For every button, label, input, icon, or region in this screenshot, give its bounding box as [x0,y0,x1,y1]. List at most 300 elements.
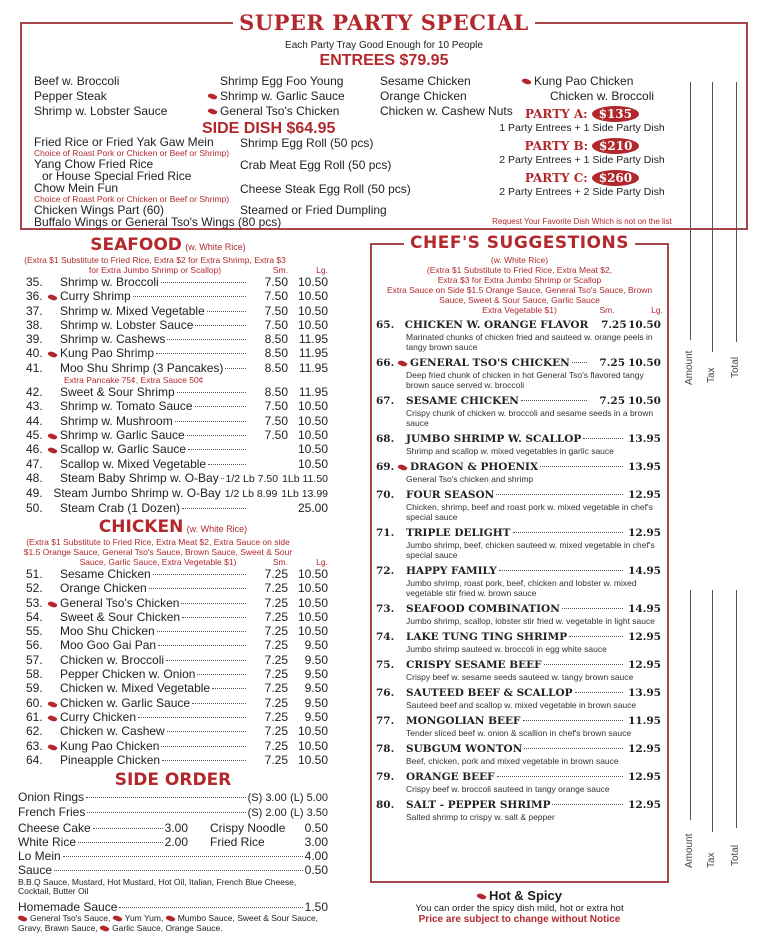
price-large: 1Lb 13.99 [281,488,328,501]
dot-leader [540,466,623,467]
item-number: 78. [376,743,395,755]
menu-item [22,724,328,738]
price-large: 10.50 [628,395,661,407]
item-name: SESAME CHICKEN [406,395,519,407]
price-large: 10.50 [297,752,328,767]
menu-item [22,710,328,724]
price-large: 10.50 [297,303,328,318]
menu-item [22,667,328,681]
item-name: Pepper Chicken w. Onion [60,667,196,682]
party-special-box [20,10,748,230]
item-description: Crispy beef w. sesame seeds sauteed w. tangy brown sauce [406,672,634,682]
menu-item [22,624,328,638]
menu-item [22,653,328,667]
chef-item-header [376,488,661,502]
item-name: SUBGUM WONTON [406,743,523,755]
dot-leader [524,748,623,749]
amount-line [690,590,691,820]
tax-line [712,82,713,352]
dot-leader [181,603,246,604]
entree-name: Pepper Steak [34,89,107,103]
side-order-section [18,770,328,933]
seafood-title: SEAFOOD [90,235,182,255]
price-large: 10.50 [297,456,328,471]
menu-item [22,304,328,318]
price-large: 11.95 [298,385,328,400]
item-number: 45. [26,427,43,442]
dot-leader [187,435,246,436]
item-description: Jumbo shrimp, scallop, lobster stir fried w. vegetable in light sauce [406,616,655,626]
item-name: SEAFOOD COMBINATION [406,603,560,615]
price-large: 9.50 [304,667,328,682]
chef-item-header [376,742,661,756]
item-number: 50. [26,501,43,516]
entree-name: Chicken w. Broccoli [550,89,655,103]
item-name: SALT - PEPPER SHRIMP [406,799,551,811]
party-deals [477,106,687,202]
dot-leader [569,636,623,637]
price: 0.50 [304,820,328,835]
chef-item-header [376,318,661,332]
party-title: SUPER PARTY SPECIAL [233,10,535,35]
item-name: GENERAL TSO'S CHICKEN [410,357,570,369]
price-large: 12.95 [628,743,661,755]
party-deal-header [477,170,687,186]
item-name: General Tso's Chicken [60,595,180,610]
chicken-note: (Extra $1 Substitute to Fried Rice, Extra Meat $2, Extra Sauce on side $1.5 Orange Sauce, General Tso's Sauce, Brown Sauce, Sweet & Sour Sauce, Garlic Sauce, Extra Vegetable $1) [23,537,293,567]
item-description: Salted shrimp to crispy w. salt & pepper [406,812,555,822]
order-note: You can order the spicy dish mild, hot or extra hot [415,903,624,914]
item-number: 49. [26,486,43,501]
tax-line [712,590,713,832]
item-name: Shrimp w. Mixed Vegetable [60,303,205,318]
price-small: 7.50 [264,303,288,318]
party-deal [477,106,687,134]
dot-leader [544,664,623,665]
menu-item [22,610,328,624]
note-line: Extra Sauce on Side $1.5 Orange Sauce, General Tso's Sauce, Brown [386,285,653,295]
menu-item [22,471,328,486]
item-number: 39. [26,332,43,347]
dot-leader [523,720,623,721]
dot-leader [157,631,246,632]
item-name: Cheese Cake [18,820,91,835]
price-small: 7.25 [264,638,288,653]
menu-item [22,638,328,652]
side-item: or House Special Fried Rice [42,169,192,183]
entrees-title: ENTREES $79.95 [319,52,449,69]
price: 0.50 [304,863,328,878]
dot-leader [225,368,246,369]
request-note: Request Your Favorite Dish Which is not on the list [492,217,672,226]
item-name: Steam Jumbo Shrimp w. O-Bay [53,486,221,501]
chef-item [376,318,661,352]
chef-item [376,602,661,626]
dot-leader [513,532,624,533]
menu-item [22,457,328,471]
item-name: Homemade Sauce [18,899,118,914]
price-large: 10.50 [297,567,328,581]
chef-item-header [376,460,661,474]
item-number: 43. [26,399,43,414]
lg-header: Lg. [651,305,663,315]
chef-item [376,770,661,794]
item-number: 60. [26,695,43,710]
item-number: 79. [376,771,395,783]
item-name: Kung Pao Chicken [60,738,160,753]
chef-item-header [376,356,661,370]
menu-item [22,346,328,360]
amount-label: Amount [684,833,695,868]
price-small: 7.25 [264,709,288,724]
menu-item [22,486,328,501]
dot-leader [195,325,246,326]
item-name: Orange Chicken [60,581,147,596]
item-name: HAPPY FAMILY [406,565,497,577]
entree-item [220,74,343,89]
item-name: Moo Shu Shrimp (3 Pancakes) [60,360,224,375]
sm-header: Sm. [599,305,615,315]
item-name: Chicken w. Mixed Vegetable [60,681,211,696]
price-large: 10.50 [297,442,328,457]
item-number: 36. [26,289,43,304]
chili-icon [207,92,217,101]
item-name: SAUTEED BEEF & SCALLOP [406,687,573,699]
chef-item [376,742,661,766]
item-number: 73. [376,603,395,615]
item-name: Sweet & Sour Shrimp [60,385,175,400]
price-small: 7.25 [599,395,625,407]
item-number: 80. [376,799,395,811]
party-desc: 1 Party Entrees + 1 Side Party Dish [499,122,665,134]
seafood-section [22,235,328,516]
menu-item [22,753,328,767]
total-line [736,590,737,828]
item-name: Chicken w. Garlic Sauce [60,695,191,710]
item-number: 63. [26,738,43,753]
item-number: 68. [376,433,395,445]
price-large: 9.50 [304,681,328,696]
price-large: 10.50 [297,413,328,428]
item-name: Scallop w. Garlic Sauce [60,442,187,457]
dot-leader [496,494,623,495]
menu-item [22,332,328,346]
item-number: 64. [26,752,43,767]
dot-leader [149,588,246,589]
price: 3.00 [164,820,188,835]
price-small: 8.50 [264,346,288,361]
side-item: Chicken Wings Part (60) [34,203,165,217]
item-number: 65. [376,319,395,331]
item-name: Moo Shu Chicken [60,624,155,639]
price-large: 10.50 [628,357,661,369]
price-large: 14.95 [628,603,661,615]
entree-name: Shrimp w. Garlic Sauce [220,89,345,103]
chef-title: CHEF'S SUGGESTIONS [404,233,635,253]
menu-item [22,596,328,610]
total-label: Total [730,844,741,866]
sauce-name: General Tso's Sauce, [30,913,111,924]
side-item: Chow Mein Fun [34,181,119,195]
price-small: 7.25 [601,319,627,331]
price-large: (L) 5.00 [290,792,328,804]
entree-item [380,74,471,89]
chef-item [376,564,661,598]
price-small: 7.25 [264,695,288,710]
entree-name: General Tso's Chicken [220,104,340,118]
price: 2.00 [164,834,188,849]
item-name: TRIPLE DELIGHT [406,527,511,539]
item-name: Moo Goo Gai Pan [60,638,157,653]
price-small: 7.25 [599,357,625,369]
dot-leader [158,645,246,646]
item-name: ORANGE BEEF [406,771,495,783]
item-number: 38. [26,317,43,332]
price-small: 7.50 [264,289,288,304]
item-description: Sauteed beef and scallop w. mixed vegetable in brown sauce [406,700,637,710]
chef-item-header [376,630,661,644]
lg-header: Lg. [316,557,328,567]
chef-item-header [376,714,661,728]
seafood-note: (Extra $1 Substitute to Fried Rice, Extra $2 for Extra Shrimp, Extra $3 for Extra Jumbo Shrimp or Scallop) [24,255,286,275]
dot-leader [499,570,623,571]
chef-item [376,526,661,560]
item-name: Chicken w. Cashew [60,724,165,739]
item-description: General Tso's chicken and shrimp [406,474,534,484]
menu-item [22,681,328,695]
price-small: 7.25 [264,624,288,639]
dot-leader [175,421,246,422]
chef-item-header [376,564,661,578]
menu-item [22,385,328,399]
dot-leader [192,703,246,704]
menu-item [22,318,328,332]
price: 1.50 [304,899,328,914]
dot-leader [166,660,246,661]
side-order-title: SIDE ORDER [114,770,232,790]
menu-item [22,739,328,753]
seafood-sub: (w. White Rice) [185,242,246,252]
price-large: 13.95 [628,461,661,473]
dot-leader [162,760,246,761]
party-deal [477,138,687,166]
item-name: Sauce [18,863,53,878]
item-name: Shrimp w. Tomato Sauce [60,399,193,414]
item-number: 77. [376,715,395,727]
item-name: Shrimp w. Mushroom [60,413,173,428]
price-large: 10.50 [297,427,328,442]
tax-label: Tax [706,367,717,383]
entree-item [380,89,467,104]
entree-name: Beef w. Broccoli [34,74,120,88]
item-name: Fried Rice [210,834,265,849]
menu-item [22,428,328,442]
price-large: 10.50 [297,581,328,596]
menu-item [22,399,328,413]
chicken-section [18,517,328,767]
item-name: Pineapple Chicken [60,752,161,767]
item-name: LAKE TUNG TING SHRIMP [406,631,568,643]
chef-item-header [376,526,661,540]
note-line: Sauce, Sweet & Sour Sauce, Garlic Sauce [439,295,600,305]
item-name: Curry Chicken [60,709,137,724]
side-item: Shrimp Egg Roll (50 pcs) [240,136,374,150]
item-number: 69. [376,461,395,473]
item-number: 75. [376,659,395,671]
dot-leader [197,674,246,675]
menu-item [22,275,328,289]
entree-item [34,104,167,119]
price: 3.00 [304,834,328,849]
price-large: 9.50 [304,652,328,667]
item-name: Onion Rings [18,790,85,804]
price-large: 10.50 [297,609,328,624]
chef-item [376,394,661,428]
chef-sub: (w. White Rice) [490,255,549,265]
dot-leader [208,464,246,465]
side-item: Crab Meat Egg Roll (50 pcs) [240,158,392,172]
item-name: Shrimp w. Cashews [60,332,166,347]
price-small: 8.50 [264,332,288,347]
item-name: JUMBO SHRIMP W. SCALLOP [406,433,582,445]
price-large: 10.50 [297,595,328,610]
party-subtitle: Each Party Tray Good Enough for 10 People [285,40,483,51]
dot-leader [572,362,587,363]
item-number: 67. [376,395,395,407]
price-large: 11.95 [298,346,328,361]
item-number: 47. [26,456,43,471]
entree-item [34,89,107,104]
price-small: 7.25 [264,567,288,581]
item-number: 61. [26,709,43,724]
price-small: (S) 3.00 [247,792,287,804]
price-large: 11.95 [298,332,328,347]
item-name: Scallop w. Mixed Vegetable [60,456,207,471]
price-large: 10.50 [628,319,661,331]
item-number: 57. [26,652,43,667]
dot-leader [521,400,587,401]
price-small: 7.25 [264,595,288,610]
sauce-desc: B.B.Q Sauce, Mustard, Hot Mustard, Hot Oil, Italian, French Blue Cheese, Cocktail, Butter Oil [18,876,297,897]
price-large: 1Lb 11.50 [282,472,328,485]
item-name: Sweet & Sour Chicken [60,609,181,624]
hot-spicy-label: Hot & Spicy [489,888,562,903]
sauce-name: Mumbo Sauce, Sweet & Sour Sauce, Gravy, Brawn Sauce, [18,913,319,933]
price-large: 13.95 [628,433,661,445]
price-small: 1/2 Lb 8.99 [224,488,278,501]
item-name: CRISPY SESAME BEEF [406,659,542,671]
item-number: 53. [26,595,43,610]
item-note: Extra Pancake 75¢, Extra Sauce 50¢ [64,375,204,386]
entree-item [208,104,339,119]
entree-name: Chicken w. Cashew Nuts [380,104,513,118]
price-small: 1/2 Lb 7.50 [225,472,279,485]
item-description: Jumbo shrimp, beef, chicken sauteed w. mixed vegetable in chef's special sauce [406,540,655,560]
price-small: 8.50 [264,360,288,375]
item-description: Deep fried chunk of chicken in hot General Tso's flavored tangy brown sauce served w. broccoli [406,370,644,390]
note-line: Extra $3 for Extra Jumbo Shrimp or Scallop [437,275,602,285]
item-name: Lo Mein [18,849,61,864]
entree-name: Orange Chicken [380,89,467,103]
price-small: 7.25 [264,581,288,596]
item-number: 62. [26,724,43,739]
item-number: 66. [376,357,395,369]
price-large: 13.95 [628,687,661,699]
dot-leader [167,339,246,340]
total-label: Total [730,356,741,378]
dot-leader [207,311,246,312]
chef-item-header [376,602,661,616]
price-small: 8.50 [264,385,288,400]
item-name: Steam Crab (1 Dozen) [60,501,181,516]
dot-leader [221,478,224,479]
dot-leader [156,353,246,354]
item-name: Shrimp w. Garlic Sauce [60,427,185,442]
party-deal-header [477,106,687,122]
price-small: (S) 2.00 [247,807,287,820]
item-number: 71. [376,527,395,539]
item-description: Beef, chicken, pork and mixed vegetable in brown sauce [406,756,619,766]
chef-item-header [376,798,661,812]
menu-item [22,696,328,710]
price-note: Price are subject to change without Notice [418,914,621,925]
chili-icon [521,77,531,86]
chef-note [372,255,667,315]
dot-leader [161,282,246,283]
dot-leader [497,776,623,777]
chili-icon [476,892,486,901]
item-name: French Fries [18,805,86,820]
menu-item [22,289,328,303]
item-description: Jumbo shrimp sauteed w. broccoli in egg white sauce [406,644,607,654]
tax-label: Tax [706,852,717,868]
price-large: 11.95 [628,715,661,727]
side-item: Fried Rice or Fried Yak Gaw Mein [34,135,214,149]
chicken-title: CHICKEN [98,517,184,537]
price-large: 11.95 [298,360,328,375]
item-name: DRAGON & PHOENIX [410,461,539,473]
entree-name: Shrimp Egg Foo Young [220,74,344,88]
party-label: PARTY C: [524,171,588,185]
price-large: 9.50 [304,709,328,724]
chef-item [376,798,661,822]
dot-leader [161,746,246,747]
note-line: Extra Vegetable $1) [482,305,557,315]
item-name: Sesame Chicken [60,567,151,581]
item-number: 44. [26,413,43,428]
item-description: Chicken, shrimp, beef and roast pork w. mixed vegetable in chef's special sauce [406,502,653,522]
dot-leader [212,688,246,689]
chef-item [376,460,661,484]
item-description: Marinated chunks of chicken fried and sauteed w. orange peels in tangy brown sauce [406,332,653,352]
item-number: 74. [376,631,395,643]
item-number: 41. [26,360,43,375]
party-desc: 2 Party Entrees + 2 Side Party Dish [499,186,665,198]
chef-item-header [376,770,661,784]
menu-item [22,414,328,428]
price-large: 14.95 [628,565,661,577]
chef-item-header [376,658,661,672]
item-name: White Rice [18,834,77,849]
side-item: Cheese Steak Egg Roll (50 pcs) [240,182,411,196]
dot-leader [182,508,246,509]
side-dish-title: SIDE DISH $64.95 [202,120,336,137]
item-number: 54. [26,609,43,624]
dot-leader [583,438,623,439]
price: 4.00 [304,849,328,864]
chef-item [376,658,661,682]
item-number: 42. [26,385,43,400]
